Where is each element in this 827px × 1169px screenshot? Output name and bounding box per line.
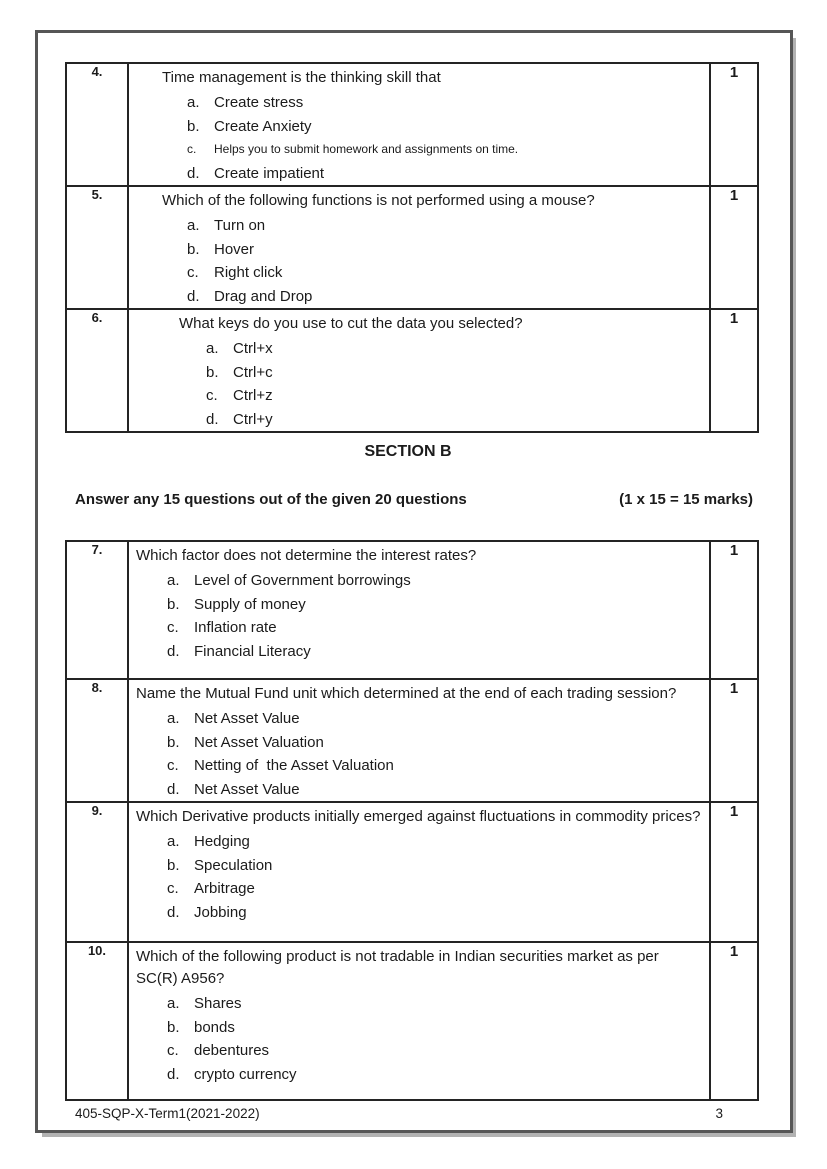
option-text: Turn on xyxy=(214,217,266,234)
page-footer xyxy=(75,1106,723,1121)
option-text: Right click xyxy=(214,264,283,281)
option xyxy=(206,337,709,361)
option-text: Create impatient xyxy=(214,164,325,182)
option-text: Shares xyxy=(194,995,242,1012)
question-text: Which of the following functions is not performed using a mouse? xyxy=(162,192,595,209)
section-b-instruction-row xyxy=(75,491,753,508)
option-letter: d. xyxy=(167,1065,180,1083)
question-text: Name the Mutual Fund unit which determined at the end of each trading session? xyxy=(136,685,677,702)
option-list xyxy=(167,830,709,924)
option-letter: b. xyxy=(167,733,180,751)
marks-value: 1 xyxy=(710,541,758,679)
option-text: Hedging xyxy=(194,833,250,850)
option-text: Net Asset Value xyxy=(194,710,300,727)
option-text: Ctrl+x xyxy=(233,340,273,357)
option xyxy=(187,261,709,285)
option xyxy=(167,569,709,593)
option-text: debentures xyxy=(194,1042,270,1059)
section-b-heading: SECTION B xyxy=(364,443,452,460)
option-letter: c. xyxy=(167,1042,179,1059)
question-number: 4. xyxy=(66,63,128,186)
option-text: Jobbing xyxy=(194,903,247,921)
option-letter: d. xyxy=(187,164,200,182)
marks-value: 1 xyxy=(710,186,758,309)
option xyxy=(167,731,709,755)
option-text: Hover xyxy=(214,240,255,258)
option-letter: c. xyxy=(167,619,179,636)
table-row xyxy=(66,186,758,309)
marks-value: 1 xyxy=(710,63,758,186)
option-text: Net Asset Value xyxy=(194,780,300,798)
footer-page-number: 3 xyxy=(715,1106,723,1121)
marks-value: 1 xyxy=(710,679,758,802)
option-text: Inflation rate xyxy=(194,619,277,636)
question-number: 8. xyxy=(66,679,128,802)
option xyxy=(167,707,709,731)
option xyxy=(187,162,709,186)
option xyxy=(187,91,709,115)
option-letter: d. xyxy=(167,903,180,921)
option-letter: a. xyxy=(167,995,180,1012)
section-b-question-table xyxy=(65,540,759,1101)
option-list xyxy=(187,91,709,185)
marks-value: 1 xyxy=(710,309,758,432)
option xyxy=(167,593,709,617)
option-letter: c. xyxy=(206,387,218,404)
option xyxy=(167,640,709,664)
table-row xyxy=(66,541,758,679)
option-text: Ctrl+c xyxy=(233,363,273,381)
question-number: 6. xyxy=(66,309,128,432)
option-text: Net Asset Valuation xyxy=(194,733,324,751)
option-text: Level of Government borrowings xyxy=(194,572,411,589)
table-row xyxy=(66,309,758,432)
option-letter: b. xyxy=(167,595,180,613)
option xyxy=(167,1063,709,1087)
option-text: Supply of money xyxy=(194,595,306,613)
option-letter: a. xyxy=(206,340,219,357)
table-row xyxy=(66,942,758,1100)
question-text: Which factor does not determine the interest rates? xyxy=(136,547,477,564)
option xyxy=(187,214,709,238)
instruction-text: Answer any 15 questions out of the given 20 questions xyxy=(75,491,467,508)
question-text: Which Derivative products initially emerged against fluctuations in commodity prices? xyxy=(136,808,701,825)
option-letter: c. xyxy=(187,142,197,156)
option-letter: b. xyxy=(187,240,200,258)
marks-value: 1 xyxy=(710,942,758,1100)
option xyxy=(206,384,709,408)
option-text: Ctrl+y xyxy=(233,410,273,428)
option-letter: d. xyxy=(206,410,219,428)
option-letter: d. xyxy=(167,780,180,798)
table-row xyxy=(66,63,758,186)
option-text: Arbitrage xyxy=(194,880,255,897)
option-letter: a. xyxy=(187,94,200,111)
option-text: Netting of the Asset Valuation xyxy=(194,757,394,774)
question-number: 10. xyxy=(66,942,128,1100)
marks-value: 1 xyxy=(710,802,758,942)
option-text: Drag and Drop xyxy=(214,287,313,305)
option xyxy=(167,830,709,854)
question-number: 9. xyxy=(66,802,128,942)
option-letter: b. xyxy=(167,1018,180,1036)
table-row xyxy=(66,802,758,942)
option-letter: a. xyxy=(167,710,180,727)
option-text: bonds xyxy=(194,1018,235,1036)
table-row xyxy=(66,679,758,802)
option-list xyxy=(187,214,709,308)
option xyxy=(187,115,709,139)
option xyxy=(187,238,709,262)
question-text: Which of the following product is not tradable in Indian securities market as per SC(R) A956? xyxy=(136,948,659,987)
section-a-question-table xyxy=(65,62,759,433)
option xyxy=(206,408,709,432)
option-text: Speculation xyxy=(194,856,273,874)
option xyxy=(167,1016,709,1040)
footer-document-code: 405-SQP-X-Term1(2021-2022) xyxy=(75,1106,260,1121)
question-text: What keys do you use to cut the data you selected? xyxy=(179,315,523,332)
option xyxy=(206,361,709,385)
option xyxy=(167,778,709,802)
option-letter: c. xyxy=(167,757,179,774)
option-text: crypto currency xyxy=(194,1065,297,1083)
option-list xyxy=(167,992,709,1086)
marks-note: (1 x 15 = 15 marks) xyxy=(619,491,753,508)
option-letter: d. xyxy=(167,642,180,660)
option xyxy=(167,754,709,778)
option-letter: b. xyxy=(167,856,180,874)
option-letter: c. xyxy=(187,264,199,281)
question-text: Time management is the thinking skill that xyxy=(162,69,441,86)
option-list xyxy=(206,337,709,431)
option-letter: b. xyxy=(206,363,219,381)
option-text: Financial Literacy xyxy=(194,642,311,660)
option-letter: a. xyxy=(167,572,180,589)
option-text: Create stress xyxy=(214,94,304,111)
option-letter: a. xyxy=(187,217,200,234)
option xyxy=(167,616,709,640)
option xyxy=(167,877,709,901)
option-text: Ctrl+z xyxy=(233,387,273,404)
option xyxy=(187,138,709,162)
option-list xyxy=(167,569,709,663)
question-number: 5. xyxy=(66,186,128,309)
option-letter: c. xyxy=(167,880,179,897)
option-list xyxy=(167,707,709,801)
option-text: Helps you to submit homework and assignments on time. xyxy=(214,142,519,156)
option xyxy=(187,285,709,309)
option-letter: d. xyxy=(187,287,200,305)
option xyxy=(167,992,709,1016)
option-text: Create Anxiety xyxy=(214,117,312,135)
question-number: 7. xyxy=(66,541,128,679)
option xyxy=(167,1039,709,1063)
option-letter: b. xyxy=(187,117,200,135)
option xyxy=(167,901,709,925)
option xyxy=(167,854,709,878)
option-letter: a. xyxy=(167,833,180,850)
